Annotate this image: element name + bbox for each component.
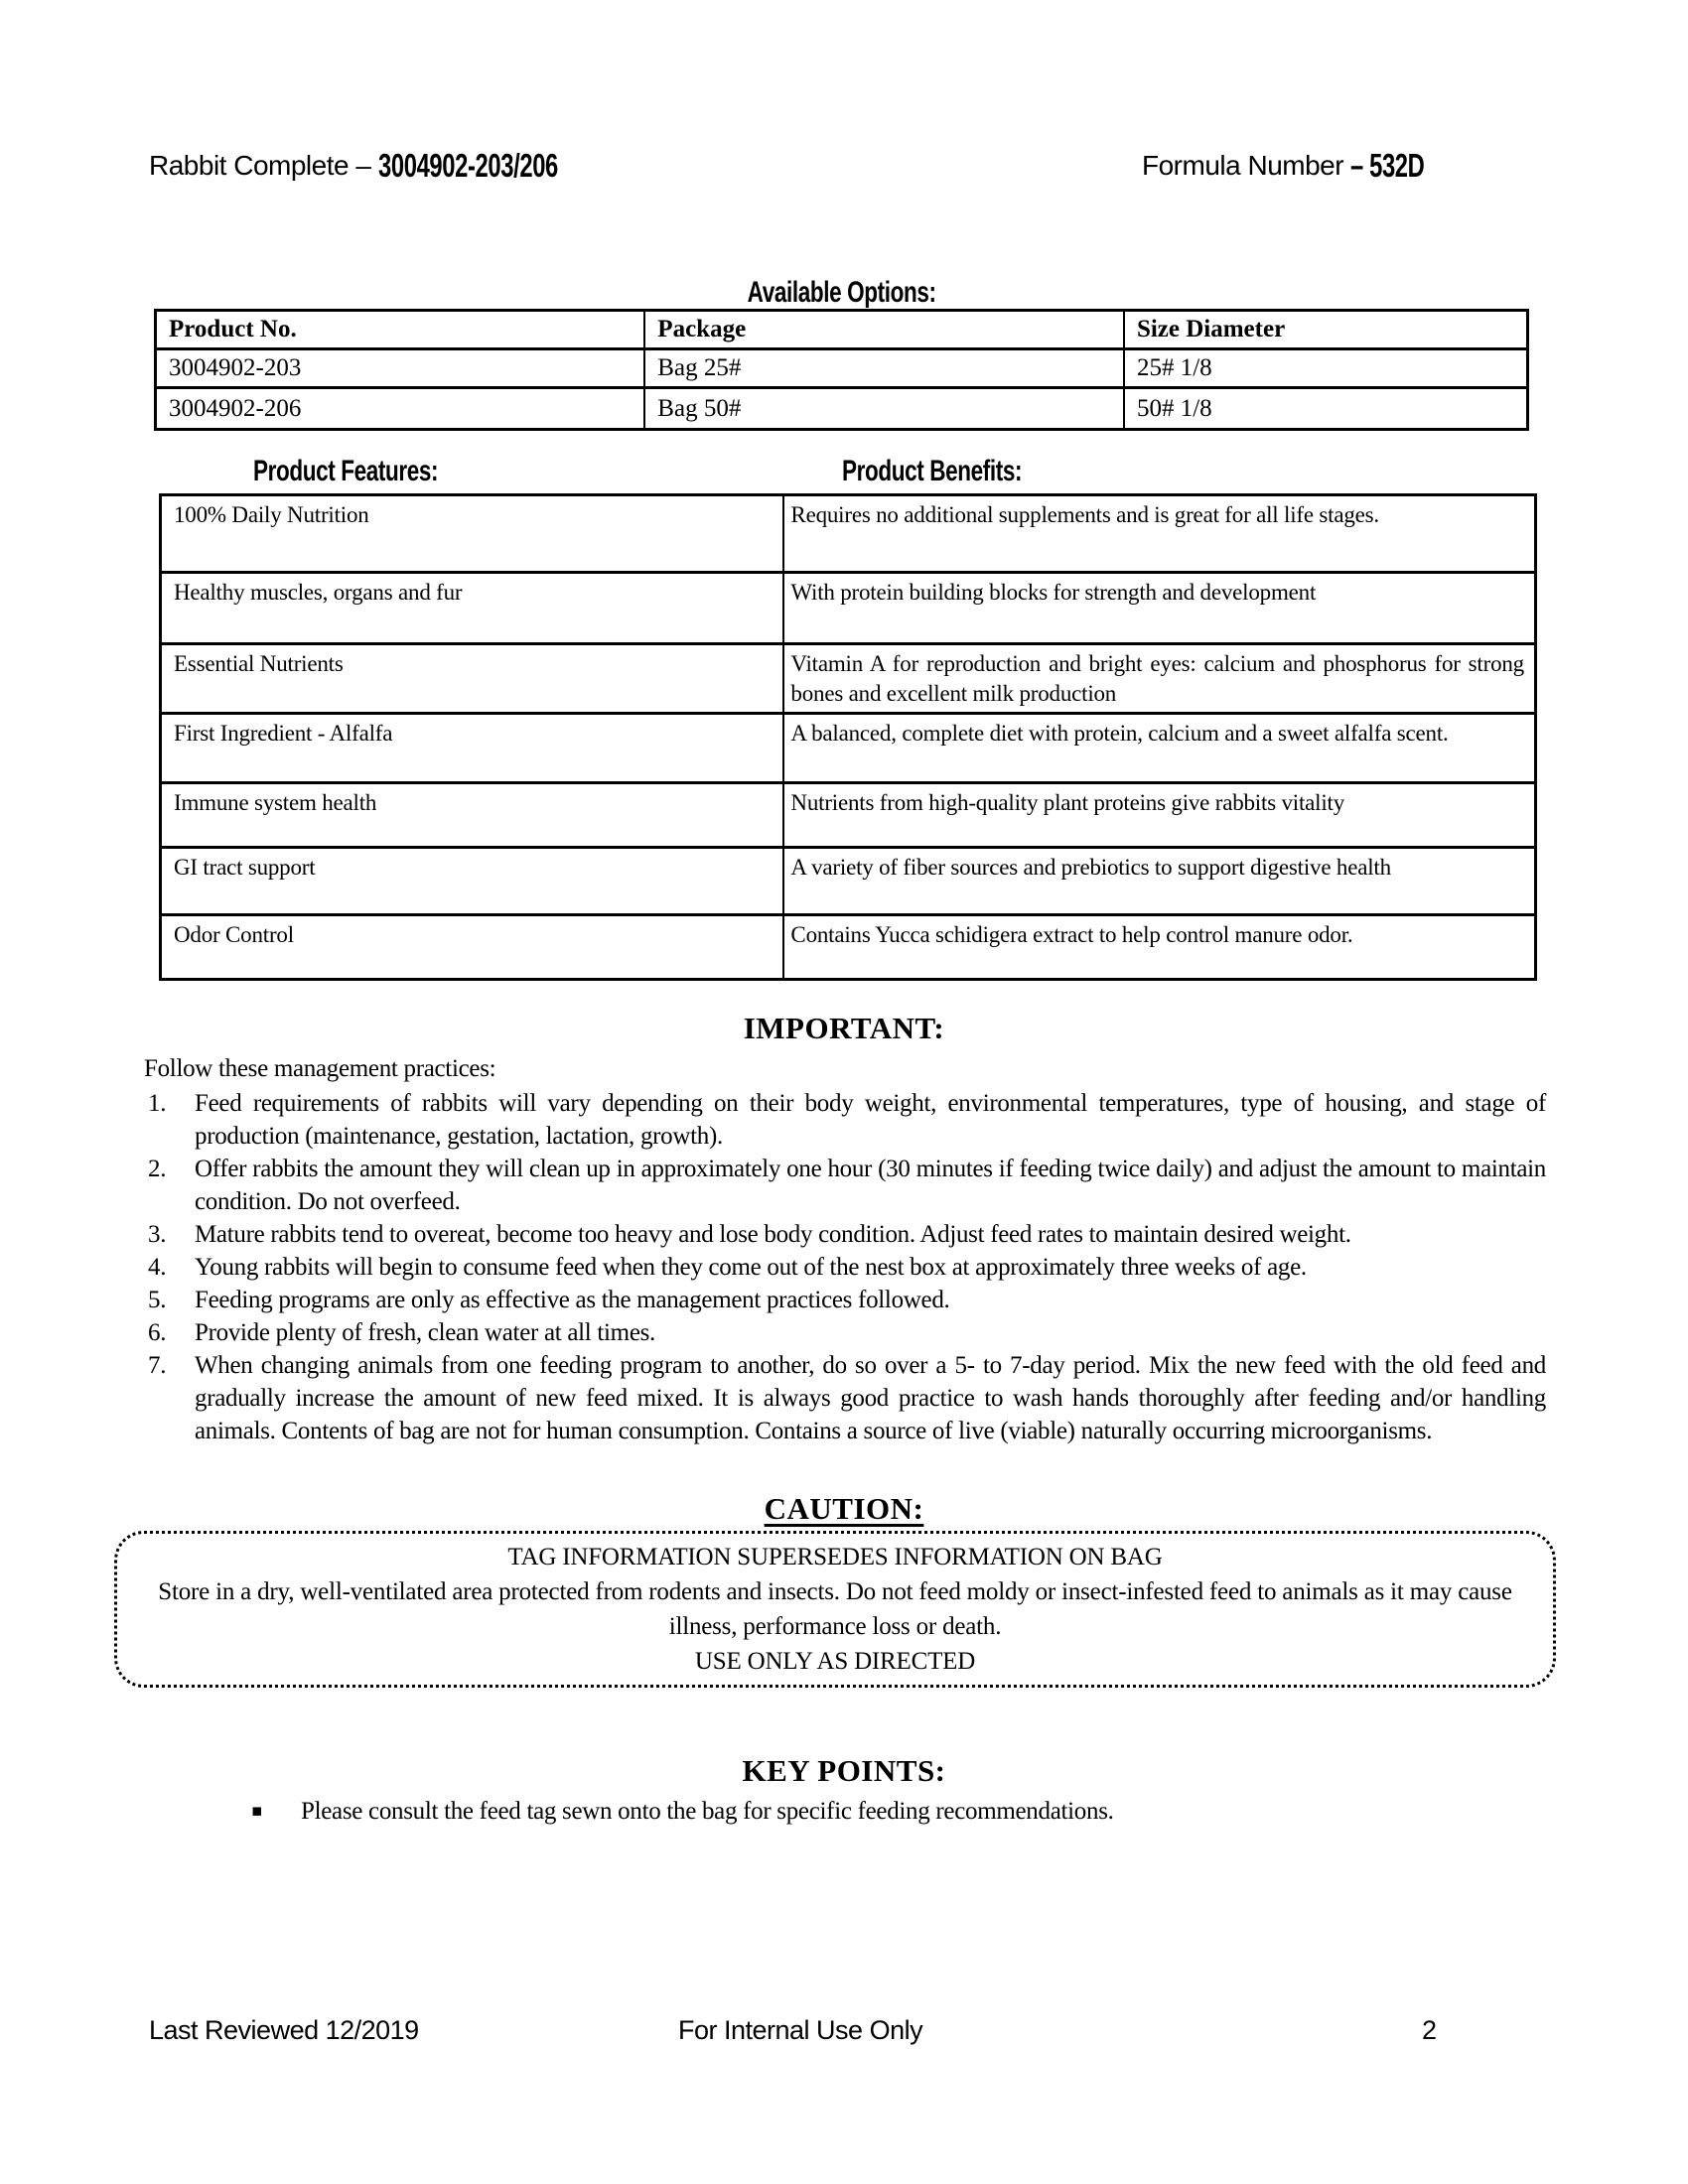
- feature-cell: GI tract support: [162, 849, 784, 916]
- list-item: [144, 1316, 1546, 1349]
- header-right: [1142, 147, 1454, 185]
- list-item: [144, 1087, 1546, 1153]
- product-number: 3004902-203/206: [377, 147, 558, 184]
- table-cell: 25# 1/8: [1125, 350, 1526, 389]
- feature-cell: 100% Daily Nutrition: [162, 496, 784, 574]
- available-options-table: [154, 309, 1529, 431]
- management-practices-list: [144, 1087, 1546, 1447]
- list-number: 3.: [148, 1221, 167, 1248]
- benefit-cell: Requires no additional supplements and is great for all life stages.: [784, 496, 1534, 574]
- list-number: 1.: [148, 1090, 167, 1117]
- table-cell: Bag 25#: [645, 350, 1125, 389]
- feature-cell: Immune system health: [162, 784, 784, 849]
- formula-number-label: Formula Number: [1142, 150, 1351, 181]
- list-number: 5.: [148, 1287, 167, 1313]
- header-left: [149, 147, 628, 185]
- benefit-cell: Vitamin A for reproduction and bright eyes: calcium and phosphorus for strong bones and excellent milk production: [784, 645, 1534, 715]
- feature-cell: Essential Nutrients: [162, 645, 784, 715]
- list-text: Mature rabbits tend to overeat, become too heavy and lose body condition. Adjust feed rates to maintain desired weight.: [195, 1221, 1351, 1248]
- product-name-label: Rabbit Complete –: [149, 150, 378, 181]
- square-bullet-icon: ▪: [251, 1801, 263, 1821]
- column-header: Package: [645, 312, 1125, 350]
- caution-heading: CAUTION:: [764, 1491, 924, 1526]
- list-text: Young rabbits will begin to consume feed when they come out of the nest box at approximately three weeks of age.: [195, 1254, 1307, 1281]
- table-cell: 3004902-206: [157, 389, 645, 428]
- important-heading: IMPORTANT:: [743, 1011, 945, 1045]
- feature-cell: Healthy muscles, organs and fur: [162, 574, 784, 645]
- list-text: Offer rabbits the amount they will clean up in approximately one hour (30 minutes if feeding twice daily) and adjust the amount to maintain condition. Do not overfeed.: [195, 1156, 1546, 1215]
- caution-box: [114, 1531, 1556, 1688]
- caution-line-1: TAG INFORMATION SUPERSEDES INFORMATION ON BAG: [507, 1544, 1163, 1570]
- footer-last-reviewed: Last Reviewed 12/2019: [149, 2015, 419, 2045]
- list-text: Feed requirements of rabbits will vary depending on their body weight, environmental temperatures, type of housing, and stage of production (maintenance, gestation, lactation, growth).: [195, 1090, 1546, 1150]
- column-header: Product No.: [157, 312, 645, 350]
- list-item: [144, 1153, 1546, 1218]
- list-text: Provide plenty of fresh, clean water at all times.: [195, 1319, 656, 1346]
- benefit-cell: A balanced, complete diet with protein, calcium and a sweet alfalfa scent.: [784, 715, 1534, 784]
- list-item: [144, 1218, 1546, 1251]
- list-item: [144, 1284, 1546, 1316]
- features-benefits-table: [159, 493, 1537, 981]
- benefit-cell: Contains Yucca schidigera extract to help control manure odor.: [790, 922, 1353, 947]
- feature-cell: Odor Control: [162, 916, 784, 978]
- table-cell: 3004902-203: [157, 350, 645, 389]
- table-cell: Bag 50#: [645, 389, 1125, 428]
- key-points-heading: KEY POINTS:: [742, 1753, 946, 1788]
- benefit-cell: With protein building blocks for strength and development: [784, 574, 1534, 645]
- footer-page-number: 2: [1422, 2015, 1437, 2045]
- caution-body: Store in a dry, well-ventilated area protected from rodents and insects. Do not feed moldy or insect-infested feed to animals as it may cause illness, performance loss or death.: [158, 1578, 1512, 1640]
- product-benefits-heading: Product Benefits:: [842, 455, 1023, 487]
- formula-number: – 532D: [1350, 147, 1425, 184]
- product-features-heading: Product Features:: [253, 455, 439, 487]
- benefit-cell: Nutrients from high-quality plant proteins give rabbits vitality: [784, 784, 1534, 849]
- list-number: 2.: [148, 1156, 167, 1182]
- list-text: When changing animals from one feeding program to another, do so over a 5- to 7-day period. Mix the new feed with the old feed and gradually increase the amount of new feed mixed. It is always good practice to wash hands thoroughly after feeding and/or handling animals. Contents of bag are not for human consumption. Contains a source of live (viable) naturally occurring microorganisms.: [195, 1352, 1546, 1444]
- table-cell: 50# 1/8: [1136, 394, 1212, 422]
- important-intro: Follow these management practices:: [144, 1055, 496, 1082]
- column-header: Size Diameter: [1125, 312, 1526, 350]
- list-text: Feeding programs are only as effective as the management practices followed.: [195, 1287, 950, 1313]
- available-options-heading: Available Options:: [747, 276, 936, 309]
- key-point-text: Please consult the feed tag sewn onto the bag for specific feeding recommendations.: [301, 1798, 1114, 1825]
- feature-cell: First Ingredient - Alfalfa: [162, 715, 784, 784]
- list-item: [144, 1349, 1546, 1447]
- benefit-cell: A variety of fiber sources and prebiotics to support digestive health: [784, 849, 1534, 916]
- caution-line-3: USE ONLY AS DIRECTED: [694, 1648, 976, 1675]
- list-item: [144, 1251, 1546, 1284]
- footer-internal-use: For Internal Use Only: [678, 2015, 923, 2045]
- key-point-item: [251, 1795, 1542, 1828]
- list-number: 7.: [148, 1352, 167, 1379]
- list-number: 6.: [148, 1319, 167, 1346]
- list-number: 4.: [148, 1254, 167, 1281]
